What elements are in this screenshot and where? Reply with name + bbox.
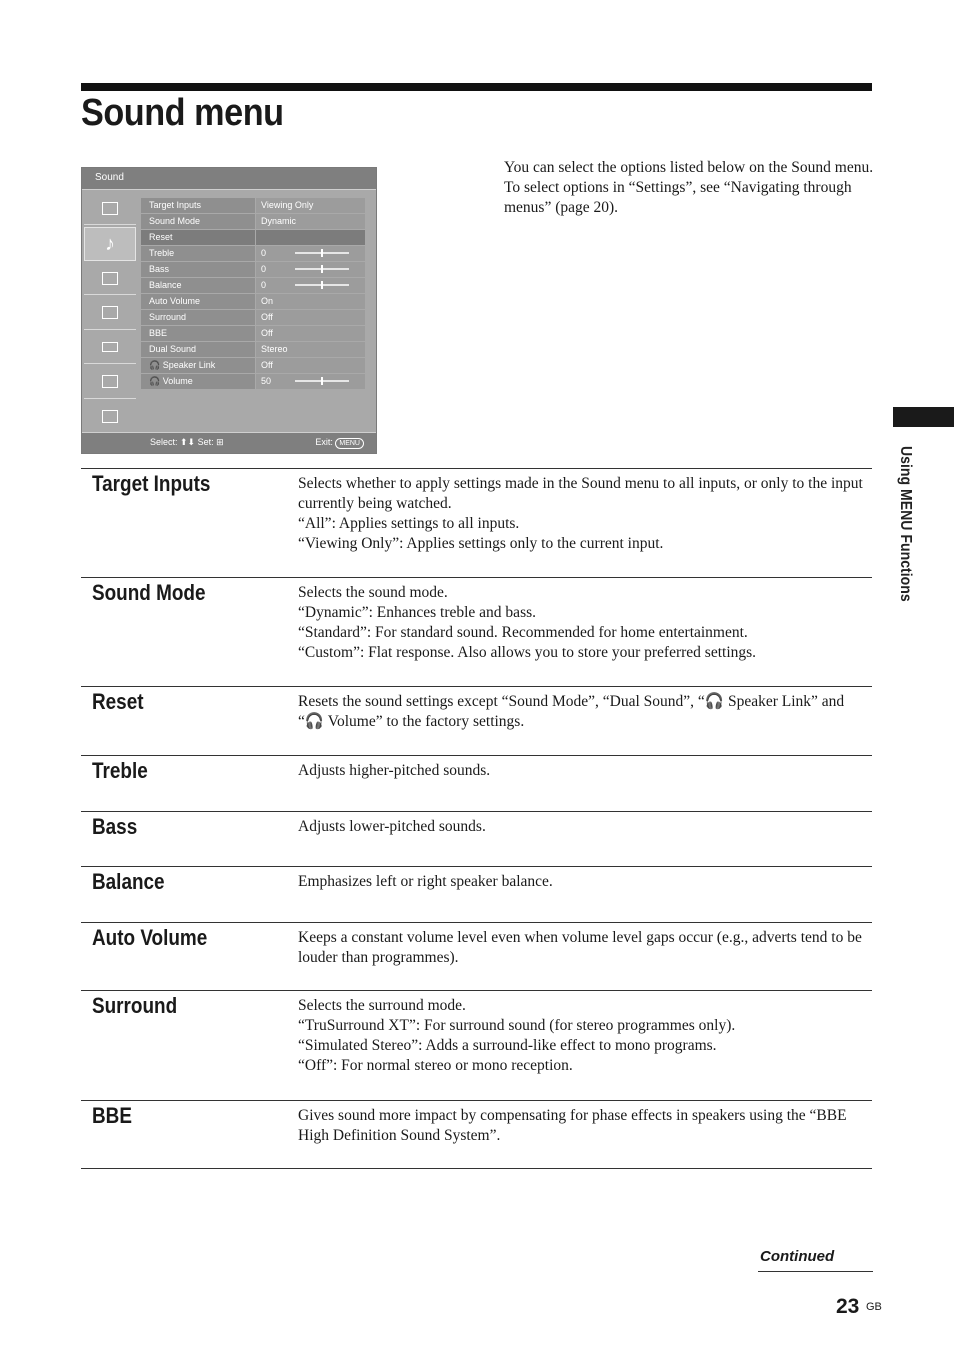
description-line: Resets the sound settings except “Sound Mode”, “Dual Sound”, “🎧 Speaker Link” and “🎧 Volume” to the factory settings. — [298, 693, 845, 730]
osd-slider-knob — [321, 281, 323, 289]
description-line: Emphasizes left or right speaker balance. — [298, 873, 553, 890]
description-line: Selects the surround mode. — [298, 997, 466, 1014]
continued-label: Continued — [758, 1248, 873, 1272]
setting-term: Surround — [92, 993, 178, 1018]
digital-setup-icon — [84, 400, 136, 433]
osd-row-value: Off — [256, 310, 365, 325]
osd-row-value: 50 — [256, 374, 365, 389]
description-line: “Viewing Only”: Applies settings only to the current input. — [298, 535, 664, 552]
table-row — [81, 577, 872, 686]
osd-slider-knob — [321, 377, 323, 385]
osd-header — [82, 168, 376, 190]
title-rule — [81, 83, 872, 91]
setting-term: Auto Volume — [92, 925, 208, 950]
osd-row-value: Dynamic — [256, 214, 365, 229]
osd-footer-select: Select: ⬆⬇ Set: ⊞ — [150, 437, 224, 447]
page-suffix: GB — [866, 1301, 882, 1313]
osd-row-value: On — [256, 294, 365, 309]
osd-menu-list — [141, 198, 365, 390]
table-row — [81, 990, 872, 1100]
table-row — [81, 468, 872, 577]
table-row — [81, 755, 872, 811]
description-line: “Simulated Stereo”: Adds a surround-like effect to mono programs. — [298, 1037, 717, 1054]
osd-row-label: Sound Mode — [141, 214, 255, 229]
osd-row-value: Stereo — [256, 342, 365, 357]
setting-term: Target Inputs — [92, 471, 211, 496]
table-row — [81, 1100, 872, 1169]
picture-icon — [84, 192, 136, 225]
osd-slider — [295, 252, 349, 254]
osd-row — [141, 374, 365, 390]
osd-row — [141, 262, 365, 278]
settings-icon — [84, 297, 136, 330]
setting-description — [298, 923, 872, 968]
setting-description — [298, 756, 872, 781]
osd-row-label: Auto Volume — [141, 294, 255, 309]
osd-row — [141, 214, 365, 230]
osd-row-label: 🎧 Speaker Link — [141, 358, 255, 373]
osd-row-label: Dual Sound — [141, 342, 255, 357]
osd-icon-column — [84, 192, 136, 435]
page-number: 23 — [836, 1295, 860, 1318]
table-row — [81, 922, 872, 990]
pc-icon — [84, 331, 136, 364]
osd-footer — [82, 432, 376, 453]
osd-footer-exit: Exit: MENU — [315, 437, 364, 449]
screen-icon — [84, 262, 136, 295]
osd-row-label: Balance — [141, 278, 255, 293]
osd-header-title: Sound — [95, 172, 124, 183]
description-line: “Off”: For normal stereo or mono reception. — [298, 1057, 573, 1074]
description-line: Gives sound more impact by compensating for phase effects in speakers using the “BBE High Definition Sound System”. — [298, 1107, 847, 1144]
osd-screenshot — [81, 167, 377, 454]
side-section-label: Using MENU Functions — [897, 446, 914, 602]
osd-slider-knob — [321, 265, 323, 273]
description-line: “All”: Applies settings to all inputs. — [298, 515, 520, 532]
setting-description — [298, 812, 872, 837]
osd-row — [141, 246, 365, 262]
osd-row — [141, 278, 365, 294]
side-tab-marker — [893, 407, 954, 427]
osd-row-value: Viewing Only — [256, 198, 365, 213]
osd-row-label: BBE — [141, 326, 255, 341]
osd-row-value: 0 — [256, 246, 365, 261]
osd-row — [141, 342, 365, 358]
osd-row — [141, 198, 365, 214]
description-line: “Custom”: Flat response. Also allows you to store your preferred settings. — [298, 644, 757, 661]
osd-slider — [295, 284, 349, 286]
osd-row-label: Reset — [141, 230, 255, 245]
osd-row-label: 🎧 Volume — [141, 374, 255, 389]
table-row — [81, 866, 872, 922]
intro-text: You can select the options listed below on the Sound menu. To select options in “Settings”, see “Navigating through menus” (page 20). — [504, 159, 874, 216]
description-line: Adjusts lower-pitched sounds. — [298, 818, 486, 835]
osd-row-value: 0 — [256, 278, 365, 293]
setting-description — [298, 991, 872, 1076]
osd-row-value: Off — [256, 358, 365, 373]
setting-term: Reset — [92, 689, 144, 714]
description-line: Adjusts higher-pitched sounds. — [298, 762, 491, 779]
settings-table — [81, 468, 872, 1169]
osd-slider-knob — [321, 249, 323, 257]
menu-key-icon: MENU — [335, 438, 364, 449]
description-line: “Standard”: For standard sound. Recommended for home entertainment. — [298, 624, 748, 641]
osd-row-value: Off — [256, 326, 365, 341]
setting-term: Treble — [92, 758, 148, 783]
osd-slider — [295, 380, 349, 382]
osd-row-value: 0 — [256, 262, 365, 277]
page-title: Sound menu — [81, 92, 284, 134]
osd-row-label: Bass — [141, 262, 255, 277]
setting-term: Bass — [92, 814, 138, 839]
osd-row-label: Surround — [141, 310, 255, 325]
table-row — [81, 686, 872, 755]
description-line: Selects the sound mode. — [298, 584, 448, 601]
setting-term: Sound Mode — [92, 580, 206, 605]
description-line: Keeps a constant volume level even when volume level gaps occur (e.g., adverts tend to be louder than programmes). — [298, 929, 862, 966]
osd-row-value — [256, 230, 365, 245]
setting-description — [298, 867, 872, 892]
setting-term: Balance — [92, 869, 165, 894]
osd-row-label: Target Inputs — [141, 198, 255, 213]
osd-row — [141, 310, 365, 326]
osd-row — [141, 358, 365, 374]
description-line: “Dynamic”: Enhances treble and bass. — [298, 604, 537, 621]
setting-term: BBE — [92, 1103, 132, 1128]
osd-row — [141, 294, 365, 310]
setting-description — [298, 469, 872, 554]
osd-row — [141, 326, 365, 342]
analog-setup-icon — [84, 366, 136, 399]
setting-description — [298, 578, 872, 663]
osd-row-label: Treble — [141, 246, 255, 261]
setting-description — [298, 1101, 872, 1146]
osd-row — [141, 230, 365, 246]
table-row — [81, 811, 872, 866]
description-line: “TruSurround XT”: For surround sound (for stereo programmes only). — [298, 1017, 736, 1034]
description-line: Selects whether to apply settings made in the Sound menu to all inputs, or only to the input currently being watched. — [298, 475, 863, 512]
setting-description — [298, 687, 872, 732]
osd-slider — [295, 268, 349, 270]
sound-note-icon: ♪ — [84, 227, 136, 261]
